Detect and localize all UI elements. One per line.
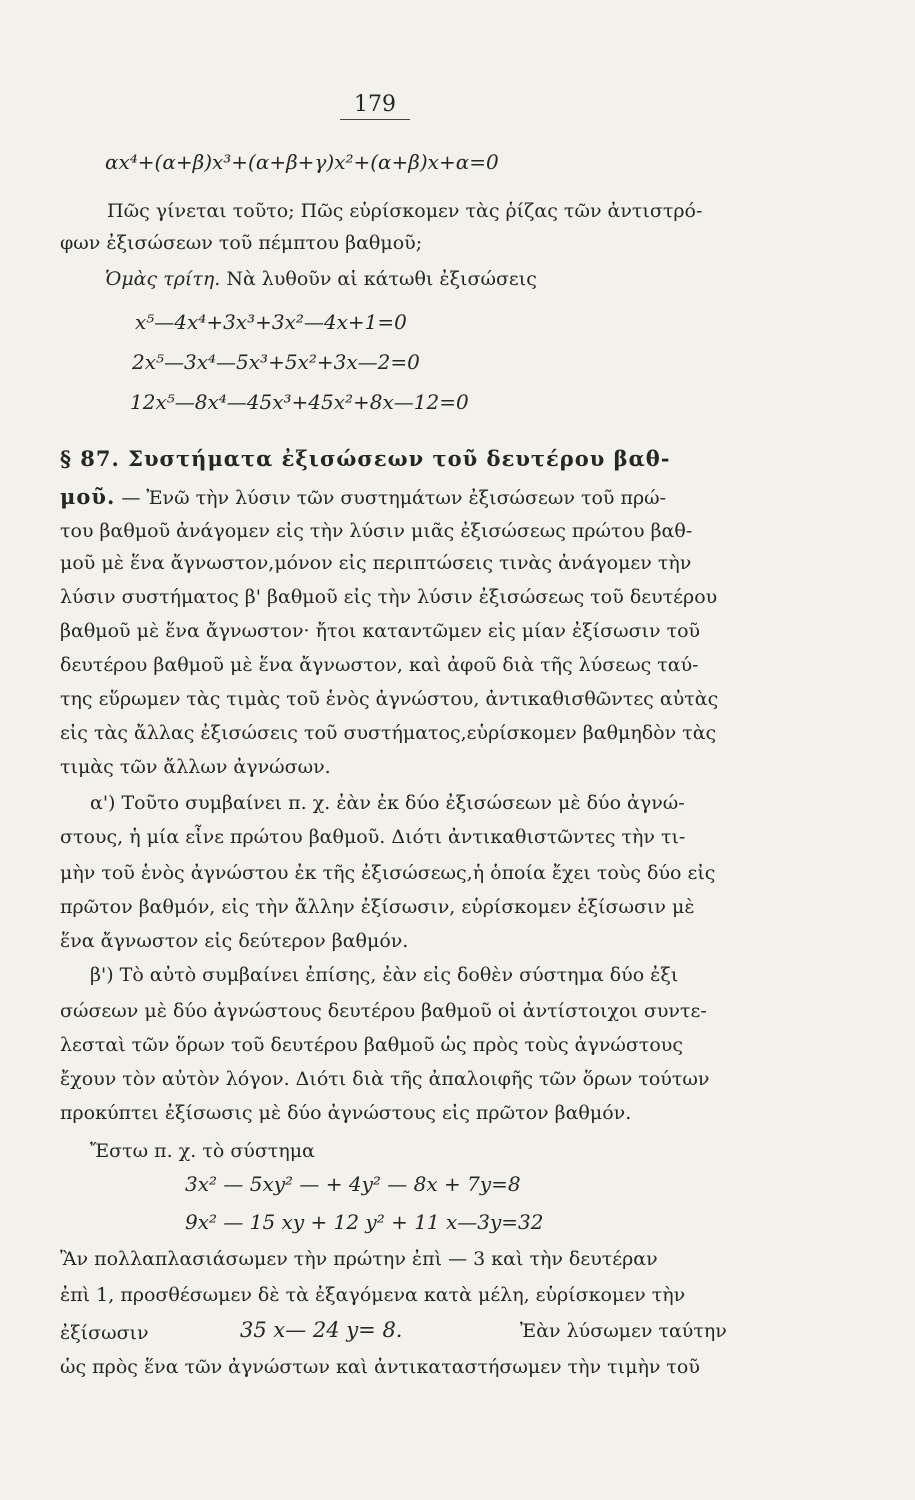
group-text: Νὰ λυθοῦν αἱ κάτωθι ἐξισώσεις	[226, 268, 537, 290]
body-line: β') Τὸ αὐτὸ συμβαίνει ἐπίσης, ἐὰν εἰς δοθὲν σύστημα δύο ἐξι	[90, 964, 679, 986]
body-line: σώσεων μὲ δύο ἀγνώστους δευτέρου βαθμοῦ οἱ ἀντίστοιχοι συντε-	[60, 1000, 707, 1022]
body-line: Ἔστω π. χ. τὸ σύστημα	[90, 1140, 315, 1162]
exercise-equation-1: x⁵—4x⁴+3x³+3x²—4x+1=0	[135, 310, 407, 334]
page-number: 179	[340, 92, 410, 120]
section-number: § 87.	[60, 446, 120, 471]
body-line: λύσιν συστήματος β' βαθμοῦ εἰς τὴν λύσιν ἐξισώσεως τοῦ δευτέρου	[60, 586, 718, 608]
body-line: μὴν τοῦ ἑνὸς ἀγνώστου ἐκ τῆς ἐξισώσεως,ἡ ὁποία ἔχει τοὺς δύο εἰς	[60, 862, 716, 884]
body-line: πρῶτον βαθμόν, εἰς τὴν ἄλλην ἐξίσωσιν, εὑρίσκομεν ἐξίσωσιν μὲ	[60, 896, 695, 918]
body-line-0	[60, 484, 666, 510]
body-line: βαθμοῦ μὲ ἕνα ἄγνωστον· ἤτοι καταντῶμεν εἰς μίαν ἐξίσωσιν τοῦ	[60, 620, 701, 642]
body-line: εἰς τὰς ἄλλας ἐξισώσεις τοῦ συστήματος,εὑρίσκομεν βαθμηδὸν τὰς	[60, 722, 717, 744]
body-line: α') Τοῦτο συμβαίνει π. χ. ἐὰν ἐκ δύο ἐξισώσεων μὲ δύο ἀγνώ-	[90, 792, 685, 814]
exercise-equation-3: 12x⁵—8x⁴—45x³+45x²+8x—12=0	[130, 390, 469, 414]
body-line: του βαθμοῦ ἀνάγομεν εἰς τὴν λύσιν μιᾶς ἐξισώσεως πρώτου βαθ-	[60, 520, 693, 542]
final-label: ἐξίσωσιν	[60, 1322, 149, 1344]
equation-top: αx⁴+(α+β)x³+(α+β+γ)x²+(α+β)x+α=0	[105, 150, 499, 174]
system-equation-2: 9x² — 15 xy + 12 y² + 11 x—3y=32	[185, 1210, 544, 1234]
body-line: στους, ἡ μία εἶνε πρώτου βαθμοῦ. Διότι ἀντικαθιστῶντες τὴν τι-	[60, 826, 686, 848]
body-line: τιμὰς τῶν ἄλλων ἀγνώσων.	[60, 756, 331, 778]
section-heading	[60, 446, 670, 471]
section-title-2: μοῦ.	[60, 484, 116, 509]
system-equation-1: 3x² — 5xy² — + 4y² — 8x + 7y=8	[185, 1172, 521, 1196]
body-text: — Ἐνῶ τὴν λύσιν τῶν συστημάτων ἐξισώσεων τοῦ πρώ-	[121, 487, 667, 509]
question-line-2: φων ἐξισώσεων τοῦ πέμπτου βαθμοῦ;	[60, 232, 423, 254]
body-line: ἕνα ἄγνωστον εἰς δεύτερον βαθμόν.	[60, 930, 409, 952]
final-after: Ἐὰν λύσωμεν ταύτην	[520, 1320, 727, 1342]
body-line: προκύπτει ἐξίσωσις μὲ δύο ἀγνώστους εἰς πρῶτον βαθμόν.	[60, 1102, 632, 1124]
body-line: δευτέρου βαθμοῦ μὲ ἕνα ἄγνωστον, καὶ ἀφοῦ διὰ τῆς λύσεως ταύ-	[60, 654, 699, 676]
body-line: λεσταὶ τῶν ὅρων τοῦ δευτέρου βαθμοῦ ὡς πρὸς τοὺς ἀγνώστους	[60, 1034, 684, 1056]
group-title: Ὁμὰς τρίτη.	[105, 268, 221, 290]
body-line: ἔχουν τὸν αὐτὸν λόγον. Διότι διὰ τῆς ἀπαλοιφῆς τῶν ὅρων τούτων	[60, 1068, 710, 1090]
final-equation: 35 x— 24 y= 8.	[240, 1318, 403, 1342]
body-line: μοῦ μὲ ἕνα ἄγνωστον,μόνον εἰς περιπτώσεις τινὰς ἀνάγομεν τὴν	[60, 552, 692, 574]
exercise-equation-2: 2x⁵—3x⁴—5x³+5x²+3x—2=0	[132, 350, 420, 374]
tail-line: ἐπὶ 1, προσθέσωμεν δὲ τὰ ἐξαγόμενα κατὰ μέλη, εὑρίσκομεν τὴν	[60, 1284, 686, 1306]
last-line: ὡς πρὸς ἕνα τῶν ἀγνώστων καὶ ἀντικαταστήσωμεν τὴν τιμὴν τοῦ	[60, 1356, 700, 1378]
tail-line: Ἂν πολλαπλασιάσωμεν τὴν πρώτην ἐπὶ — 3 καὶ τὴν δευτέραν	[60, 1248, 658, 1270]
section-title-1: Συστήματα ἐξισώσεων τοῦ δευτέρου βαθ-	[128, 446, 671, 471]
body-line: της εὕρωμεν τὰς τιμὰς τοῦ ἑνὸς ἀγνώστου, ἀντικαθισθῶντες αὐτὰς	[60, 688, 719, 710]
group-heading	[105, 268, 537, 291]
question-line-1: Πῶς γίνεται τοῦτο; Πῶς εὑρίσκομεν τὰς ῥίζας τῶν ἀντιστρό-	[107, 200, 703, 222]
